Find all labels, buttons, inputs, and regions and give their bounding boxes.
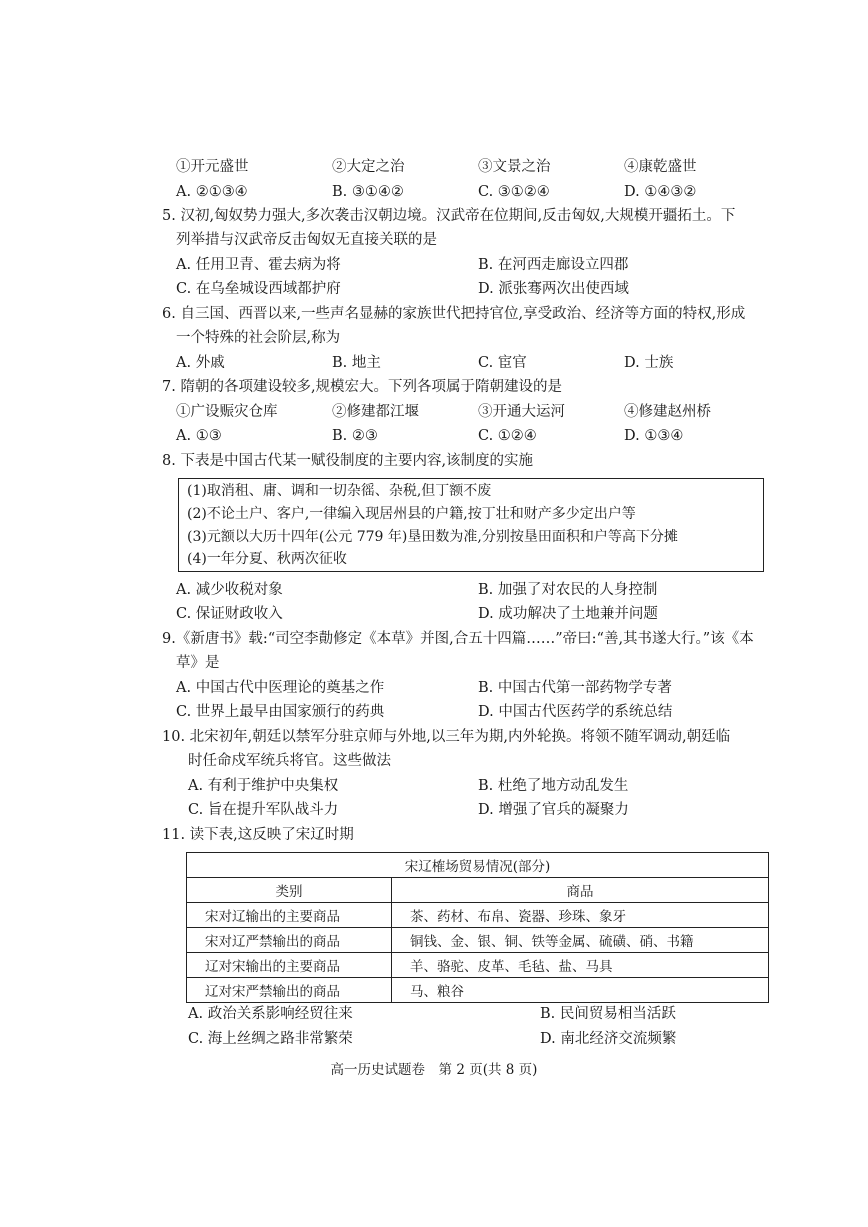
answer-choice: C. 宦官: [478, 355, 527, 371]
question-stem: 8. 下表是中国古代某一赋役制度的主要内容,该制度的实施: [162, 453, 534, 469]
table-header-row: [187, 878, 769, 903]
answer-choice: B. ③①④②: [332, 184, 404, 200]
table-cell-category: 宋对辽严禁输出的商品: [187, 928, 392, 953]
answer-choice: C. 保证财政收入: [176, 606, 283, 622]
table-row: [187, 953, 769, 978]
question-stem: 一个特殊的社会阶层,称为: [176, 330, 341, 346]
question-item: ④康乾盛世: [624, 159, 697, 175]
question-stem: 列举措与汉武帝反击匈奴无直接关联的是: [176, 232, 437, 248]
answer-choice: A. 有利于维护中央集权: [188, 778, 339, 794]
question-stem: 草》是: [176, 655, 220, 671]
table-cell-category: 辽对宋输出的主要商品: [187, 953, 392, 978]
question-item: ③文景之治: [478, 159, 551, 175]
q8-box-line: (3)元额以大历十四年(公元 779 年)垦田数为准,分别按垦田面积和户等高下分摊: [187, 529, 678, 545]
answer-choice: D. 士族: [624, 355, 674, 371]
answer-choice: C. ③①②④: [478, 184, 550, 200]
question-stem: 11. 读下表,这反映了宋辽时期: [162, 827, 354, 843]
answer-choice: D. 增强了官兵的凝聚力: [478, 802, 629, 818]
question-item: ③开通大运河: [478, 404, 565, 420]
answer-choice: B. 中国古代第一部药物学专著: [478, 680, 672, 696]
table-header-category: 类别: [187, 878, 392, 903]
question-stem: 时任命戍军统兵将官。这些做法: [188, 753, 391, 769]
table-cell-goods: 铜钱、金、银、铜、铁等金属、硫磺、硝、书籍: [392, 928, 769, 953]
question-stem: 10. 北宋初年,朝廷以禁军分驻京师与外地,以三年为期,内外轮换。将领不随军调动,朝廷临: [162, 729, 731, 745]
q11-trade-table: [186, 852, 769, 1003]
answer-choice: B. 杜绝了地方动乱发生: [478, 778, 629, 794]
answer-choice: C. 在乌垒城设西域都护府: [176, 281, 341, 297]
answer-choice: B. 民间贸易相当活跃: [540, 1006, 676, 1022]
question-item: ①广设赈灾仓库: [176, 404, 278, 420]
question-item: ②大定之治: [332, 159, 405, 175]
table-title-row: [187, 853, 769, 878]
table-row: [187, 903, 769, 928]
question-item: ④修建赵州桥: [624, 404, 711, 420]
answer-choice: D. 南北经济交流频繁: [540, 1031, 677, 1047]
question-stem: 9.《新唐书》载:“司空李勣修定《本草》并图,合五十四篇……”帝曰:“善,其书遂大行。”该《本: [162, 631, 754, 647]
answer-choice: B. 加强了对农民的人身控制: [478, 582, 658, 598]
answer-choice: C. ①②④: [478, 428, 537, 444]
page-footer: 高一历史试题卷 第 2 页(共 8 页): [330, 1062, 538, 1078]
question-stem: 7. 隋朝的各项建设较多,规模宏大。下列各项属于隋朝建设的是: [162, 379, 563, 395]
answer-choice: B. ②③: [332, 428, 378, 444]
answer-choice: D. 成功解决了土地兼并问题: [478, 606, 658, 622]
answer-choice: A. 中国古代中医理论的奠基之作: [176, 680, 385, 696]
table-row: [187, 928, 769, 953]
q8-box-line: (2)不论土户、客户,一律编入现居州县的户籍,按丁壮和财产多少定出户等: [187, 506, 636, 522]
table-cell-category: 宋对辽输出的主要商品: [187, 903, 392, 928]
answer-choice: B. 地主: [332, 355, 381, 371]
table-row: [187, 978, 769, 1003]
answer-choice: C. 旨在提升军队战斗力: [188, 802, 339, 818]
answer-choice: D. 派张骞两次出使西域: [478, 281, 629, 297]
q8-content-box: [178, 478, 764, 572]
q8-box-line: (1)取消租、庸、调和一切杂徭、杂税,但丁额不废: [187, 483, 492, 499]
answer-choice: B. 在河西走廊设立四郡: [478, 257, 629, 273]
answer-choice: D. 中国古代医药学的系统总结: [478, 704, 673, 720]
table-header-goods: 商品: [392, 878, 769, 903]
answer-choice: D. ①④③②: [624, 184, 697, 200]
answer-choice: A. 任用卫青、霍去病为将: [176, 257, 341, 273]
answer-choice: D. ①③④: [624, 428, 684, 444]
answer-choice: C. 海上丝绸之路非常繁荣: [188, 1031, 353, 1047]
answer-choice: A. ①③: [176, 428, 222, 444]
answer-choice: A. 政治关系影响经贸往来: [188, 1006, 353, 1022]
table-title: 宋辽榷场贸易情况(部分): [187, 853, 769, 878]
q8-box-line: (4)一年分夏、秋两次征收: [187, 551, 347, 567]
question-item: ②修建都江堰: [332, 404, 419, 420]
question-item: ①开元盛世: [176, 159, 249, 175]
table-cell-goods: 茶、药材、布帛、瓷器、珍珠、象牙: [392, 903, 769, 928]
answer-choice: C. 世界上最早由国家颁行的药典: [176, 704, 385, 720]
answer-choice: A. 外戚: [176, 355, 225, 371]
answer-choice: A. ②①③④: [176, 184, 248, 200]
question-stem: 6. 自三国、西晋以来,一些声名显赫的家族世代把持官位,享受政治、经济等方面的特权,形成: [162, 306, 746, 322]
table-cell-category: 辽对宋严禁输出的商品: [187, 978, 392, 1003]
table-cell-goods: 马、粮谷: [392, 978, 769, 1003]
question-stem: 5. 汉初,匈奴势力强大,多次袭击汉朝边境。汉武帝在位期间,反击匈奴,大规模开疆拓土。下: [162, 208, 736, 224]
table-cell-goods: 羊、骆驼、皮革、毛毡、盐、马具: [392, 953, 769, 978]
answer-choice: A. 减少收税对象: [176, 582, 283, 598]
